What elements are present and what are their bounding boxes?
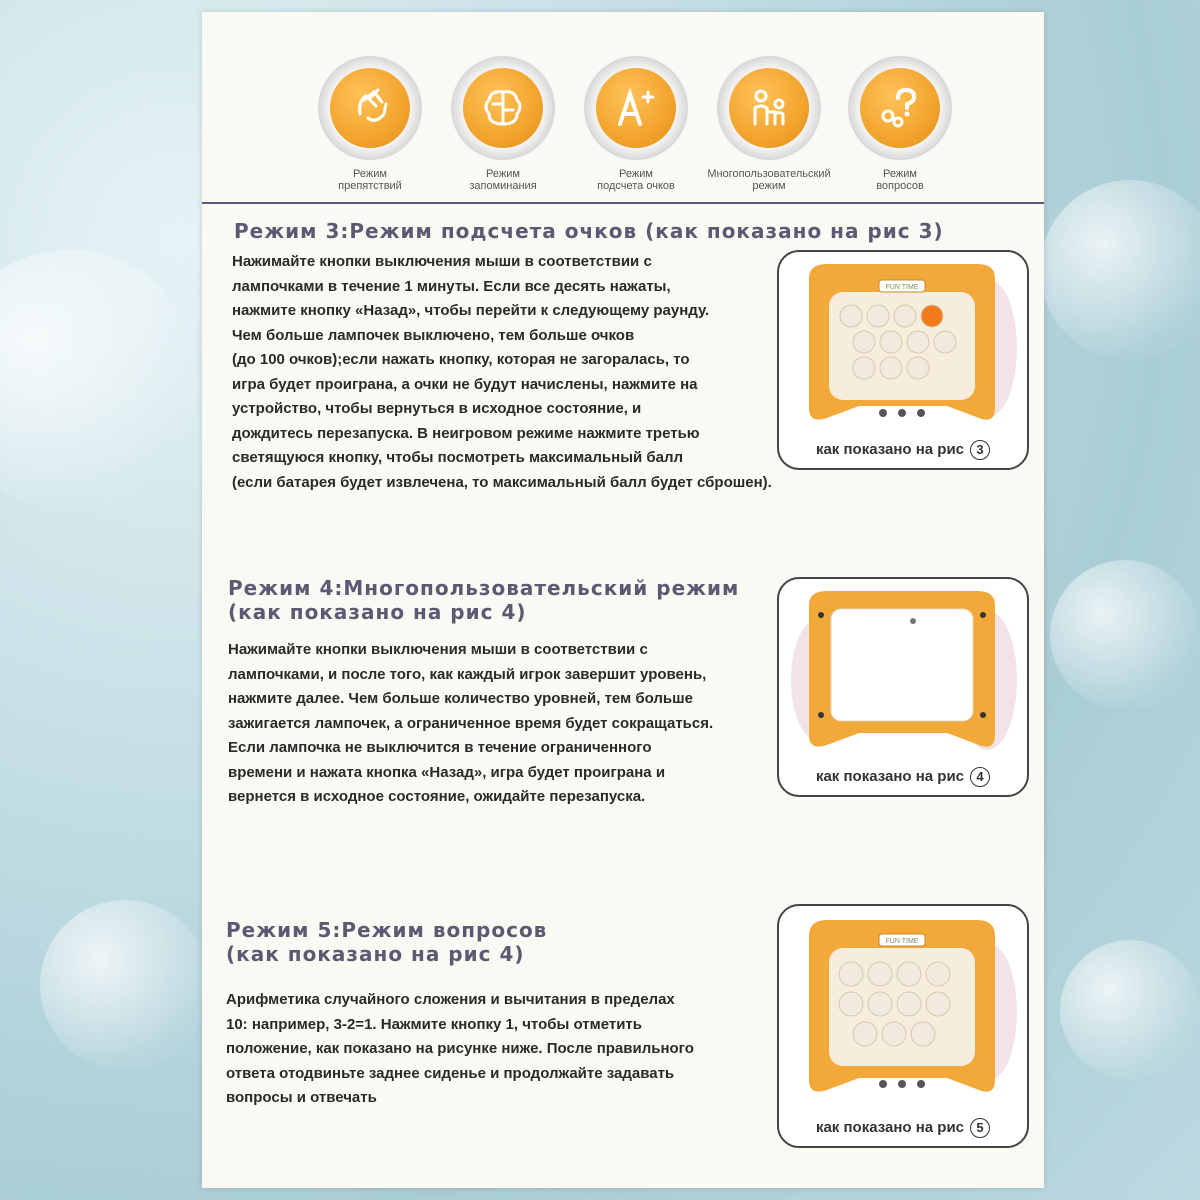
figure-number: 5 — [970, 1118, 990, 1138]
device-illustration — [787, 585, 1019, 755]
device-illustration — [787, 258, 1019, 428]
mode-obstacles — [300, 56, 440, 192]
background-bubble — [1060, 940, 1200, 1080]
section-title: Режим 3:Режим подсчета очков (как показано на рис 3) — [234, 219, 944, 243]
svg-text:FUN TIME: FUN TIME — [885, 284, 919, 291]
background-bubble — [0, 250, 200, 510]
instruction-page — [202, 12, 1044, 1188]
section-title: Режим 5:Режим вопросов (как показано на рис 4) — [226, 918, 548, 966]
figure-caption: как показано на рис 3 — [779, 440, 1027, 460]
question-icon — [860, 68, 940, 148]
mode-memory — [433, 56, 573, 192]
figure-caption: как показано на рис 4 — [779, 767, 1027, 787]
mode-label: Режим вопросов — [876, 168, 924, 192]
background-bubble — [1050, 560, 1200, 710]
background-bubble — [1040, 180, 1200, 360]
background-bubble — [40, 900, 210, 1070]
modes-bar — [202, 12, 1044, 207]
figure-number: 4 — [970, 767, 990, 787]
figure-caption: как показано на рис 5 — [779, 1118, 1027, 1138]
device-illustration — [787, 912, 1019, 1102]
divider — [202, 202, 1044, 204]
brain-icon — [463, 68, 543, 148]
section-body: Арифметика случайного сложения и вычитания в пределах 10: например, 3-2=1. Нажмите кнопку 1, чтобы отметить положение, как показано на рисунке ниже. После правильного ответа отодвиньте заднее сиденье и продолжайте задавать вопросы и отвечать — [226, 991, 694, 1106]
figure-number: 3 — [970, 440, 990, 460]
mode-multiplayer — [699, 56, 839, 192]
figure-3 — [777, 250, 1029, 470]
figure-5 — [777, 904, 1029, 1148]
mode-label: Режим препятствий — [338, 168, 402, 192]
mode-label: Многопользовательский режим — [707, 168, 831, 192]
mode-scoring — [566, 56, 706, 192]
figure-4 — [777, 577, 1029, 797]
a-plus-icon — [596, 68, 676, 148]
section-body: Нажимайте кнопки выключения мыши в соответствии с лампочками, и после того, как каждый игрок завершит уровень, нажмите далее. Чем больше количество уровней, тем больше зажигается лампочек, а ограниченное время будет сокращаться. Если лампочка не выключится в течение ограниченного времени и нажата кнопка «Назад», игра будет проиграна и вернется в исходное состояние, ожидайте перезапуска. — [228, 641, 714, 805]
mode-questions — [830, 56, 970, 192]
mode-label: Режим подсчета очков — [597, 168, 675, 192]
people-icon — [729, 68, 809, 148]
svg-text:FUN TIME: FUN TIME — [885, 938, 919, 945]
section-body: Нажимайте кнопки выключения мыши в соответствии с лампочками в течение 1 минуты. Если все десять нажаты, нажмите кнопку «Назад», чтобы перейти к следующему раунду. Чем больше лампочек выключено, тем больше очков (до 100 очков);если нажать кнопку, которая не загоралась, то игра будет проиграна, а очки не будут начислены, нажмите на устройство, чтобы вернуться в исходное состояние, и дождитесь перезапуска. В неигровом режиме нажмите третью светящуюся кнопку, чтобы посмотреть максимальный балл (если батарея будет извлечена, то максимальный балл будет сброшен). — [232, 253, 772, 491]
section-title: Режим 4:Многопользовательский режим (как показано на рис 4) — [228, 576, 740, 624]
hand-wave-icon — [330, 68, 410, 148]
mode-label: Режим запоминания — [469, 168, 537, 192]
